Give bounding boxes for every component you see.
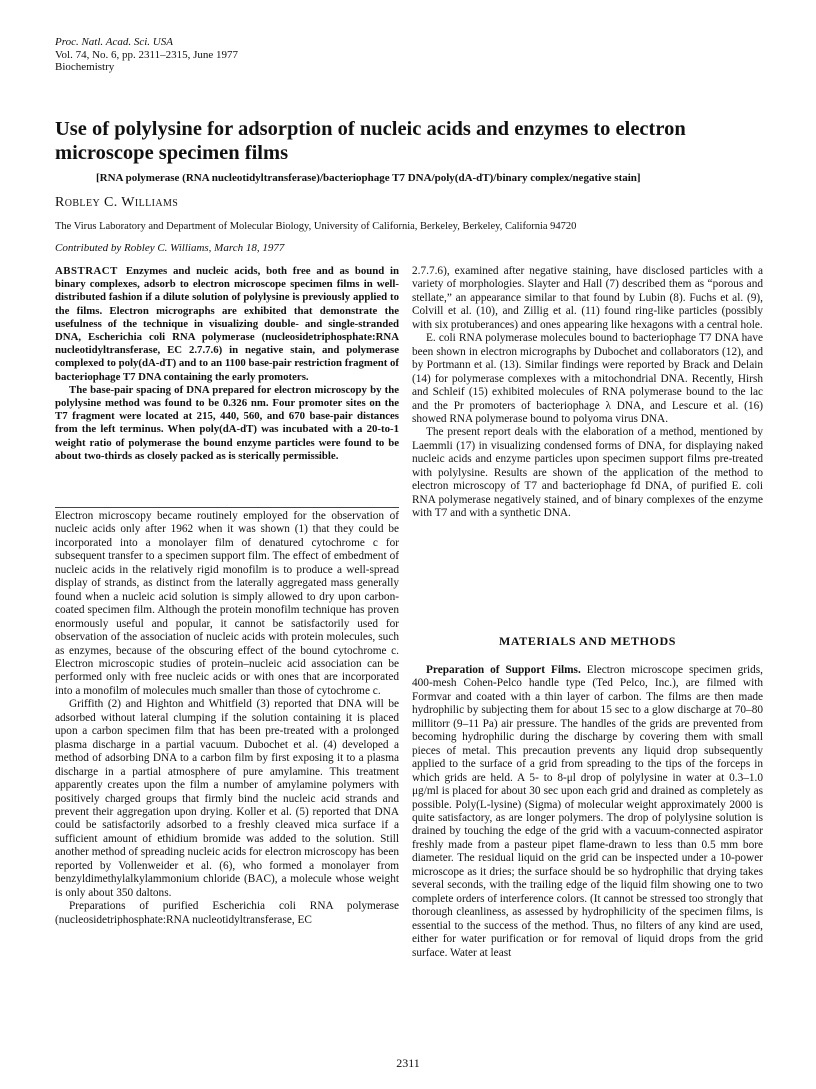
intro-paragraph-4: 2.7.7.6), examined after negative staining, have disclosed particles with a variety of morphologies. Slayter and Hall (7) described them as “porous and stellate,” an appearance similar to that found by Lubin (8). Fuchs et al. (9), Colvill et al. (10), and Zillig et al. (11) found ring-like particles (possibly with six protuberances) and ones appearing like hexagons with a central hole. — [412, 265, 763, 331]
methods-text-1: Electron microscope specimen grids, 400-mesh Cohen-Pelco handle type (Ted Pelco, Inc.), are filmed with Formvar and coated with a thin layer of carbon. The films are then made hydrophilic by subjecting them for about 15 sec to a glow discharge at 70–80 millitorr (9–11 Pa) air pressure. The handles of the grids are prevented from becoming hydrophilic during the discharge by covering them with small pieces of metal. This precaution prevents any liquid drop subsequently applied to the surface of a grid from spreading to the tips of the forceps in which grids are held. A 5- to 8-μl drop of polylysine in water at 0.3–1.0 μg/ml is placed for about 30 sec upon each grid and drained as completely as possible. Poly(L-lysine) (Sigma) of molecular weight approximately 2000 is quite satisfactory, as are longer polymers. The drop of polylysine solution is drained by touching the edge of the grid with a vacuum-connected aspirator freshly made from a pasteur pipet flame-drawn to less than 0.5 mm bore diameter. The residual liquid on the grid can be inspected under a 10-power microscope as it dries; the surface should be so hydrophilic that drying takes several seconds, with the trailing edge of the liquid film showing one to two complete orders of interference colors. (It cannot be stressed too strongly that thorough cleanliness, as assessed by hydrophilicity of the specimen films, is essential to the success of the method. Thus, no filters of any kind are used, either for water purification or for removal of liquid drops from the grid surface. Water at least — [412, 664, 763, 959]
right-column-top — [412, 265, 763, 521]
intro-paragraph-6: The present report deals with the elaboration of a method, mentioned by Laemmli (17) in visualizing condensed forms of DNA, for displaying naked nucleic acids and enzyme particles upon specimen support films pre-treated with polylysine. Results are shown of the application of the method to electron microscopy of T7 and bacteriophage fd DNA, of purified E. coli RNA polymerase negatively stained, and of binary complexes of the enzyme with T7 and with a synthetic DNA. — [412, 426, 763, 520]
intro-paragraph-5: E. coli RNA polymerase molecules bound to bacteriophage T7 DNA have been shown in electron micrographs by Dubochet and collaborators (12), and by Portmann et al. (13). Similar findings were reported by Brack and Delain (14) for polymerase complexes with a mitochondrial DNA. Recently, Hirsh and Schleif (15) exhibited molecules of RNA polymerase bound to the lac and the Pr promoters of bacteriophage λ DNA, and Lescure et al. (16) showed RNA polymerase bound to polyoma virus DNA. — [412, 332, 763, 425]
article-title: Use of polylysine for adsorption of nucleic acids and enzymes to electron microscope specimen films — [55, 118, 686, 164]
abstract-paragraph-1 — [55, 265, 399, 384]
methods-paragraph-1 — [412, 664, 763, 960]
methods-runin-heading: Preparation of Support Films. — [426, 664, 581, 676]
journal-name: Proc. Natl. Acad. Sci. USA — [55, 36, 173, 48]
keywords: [RNA polymerase (RNA nucleotidyltransferase)/bacteriophage T7 DNA/poly(dA-dT)/binary complex/negative stain] — [96, 172, 641, 184]
intro-paragraph-2: Griffith (2) and Highton and Whitfield (3) reported that DNA will be adsorbed without lateral clumping if the solution containing it is placed upon a carbon specimen film that has been pre-treated with a prolonged plasma discharge in a partial vacuum. Dubochet et al. (4) developed a method of adsorbing DNA to a carbon film by first exposing it to a plasma discharge in a partial atmosphere of pure amylamine. This treatment apparently creates upon the film a number of amylamine polymers with positively charged groups that firmly bind the nucleic acid strands and prevent their aggregation upon drying. Koller et al. (5) reported that DNA could be satisfactorily adsorbed to a freshly cleaved mica surface if a sufficient amount of ethidium bromide was added to the solution. Still another method of spreading nucleic acids for electron microscopy has been reported by Vollenweider et al. (6), who formed a monolayer from benzyldimethylalkylammonium chloride (BAC), a molecule whose weight is only about 350 daltons. — [55, 698, 399, 899]
section-name: Biochemistry — [55, 61, 115, 73]
abstract-paragraph-2: The base-pair spacing of DNA prepared for electron microscopy by the polylysine method was found to be 0.326 nm. Four promoter sites on the T7 fragment were located at 215, 440, 560, and 670 base-pair distances from the left terminus. When poly(dA-dT) was incubated with a 20-to-1 weight ratio of polymerase the bound enzyme particles were found to be about two-thirds as closely packed as is sterically permissible. — [55, 383, 399, 462]
abstract-label: ABSTRACT — [55, 265, 118, 277]
left-column — [55, 510, 399, 927]
abstract-text-1: Enzymes and nucleic acids, both free and as bound in binary complexes, adsorb to electron microscope specimen films in well-distributed fashion if a dilute solution of polylysine is previously applied to the films. Electron micrographs are exhibited that demonstrate the usefulness of the technique in visualizing double- and single-stranded DNA, Escherichia coli RNA polymerase (nucleosidetriphosphate:RNA nucleotidyltransferase, EC 2.7.7.6) in negative stain, and polymerase complexed to poly(dA-dT) and to an 1100 base-pair restriction fragment of bacteriophage T7 DNA containing the early promoters. — [55, 265, 399, 383]
author-name: Robley C. Williams — [55, 195, 179, 210]
section-heading-methods: MATERIALS AND METHODS — [498, 634, 677, 648]
intro-paragraph-3: Preparations of purified Escherichia coli RNA polymerase (nucleosidetriphosphate:RNA nucleotidyltransferase, EC — [55, 900, 399, 926]
journal-header — [55, 36, 238, 74]
affiliation: The Virus Laboratory and Department of Molecular Biology, University of California, Berkeley, Berkeley, California 94720 — [55, 221, 577, 232]
page-number: 2311 — [396, 1056, 420, 1070]
contributed-line: Contributed by Robley C. Williams, March 18, 1977 — [55, 242, 285, 254]
abstract — [55, 265, 399, 463]
volume-line: Vol. 74, No. 6, pp. 2311–2315, June 1977 — [55, 48, 239, 61]
right-column-methods — [412, 664, 763, 960]
intro-paragraph-1: Electron microscopy became routinely employed for the observation of nucleic acids only after 1962 when it was shown (1) that they could be incorporated into a monolayer film of denatured cytochrome c for subsequent transfer to a specimen support film. The effect of embedment of nucleic acids in the relatively rigid monofilm is to produce a well-spread display of strands, as distinct from the laterally aggregated mass generally found when a nucleic acid solution is simply allowed to dry upon carbon-coated specimen film. Although the protein monofilm technique has proven enormously useful and popular, it cannot be satisfactorily used for observation of the association of nucleic acids with protein molecules, such as enzymes, because of the obscuring effect of the bound cytochrome c. Electron microscopic studies of protein–nucleic acid association can be performed only with free nucleic acids or with ones that are incorporated into a monofilm of molecules much smaller than those of cytochrome c. — [55, 510, 399, 697]
abstract-divider — [55, 507, 399, 508]
